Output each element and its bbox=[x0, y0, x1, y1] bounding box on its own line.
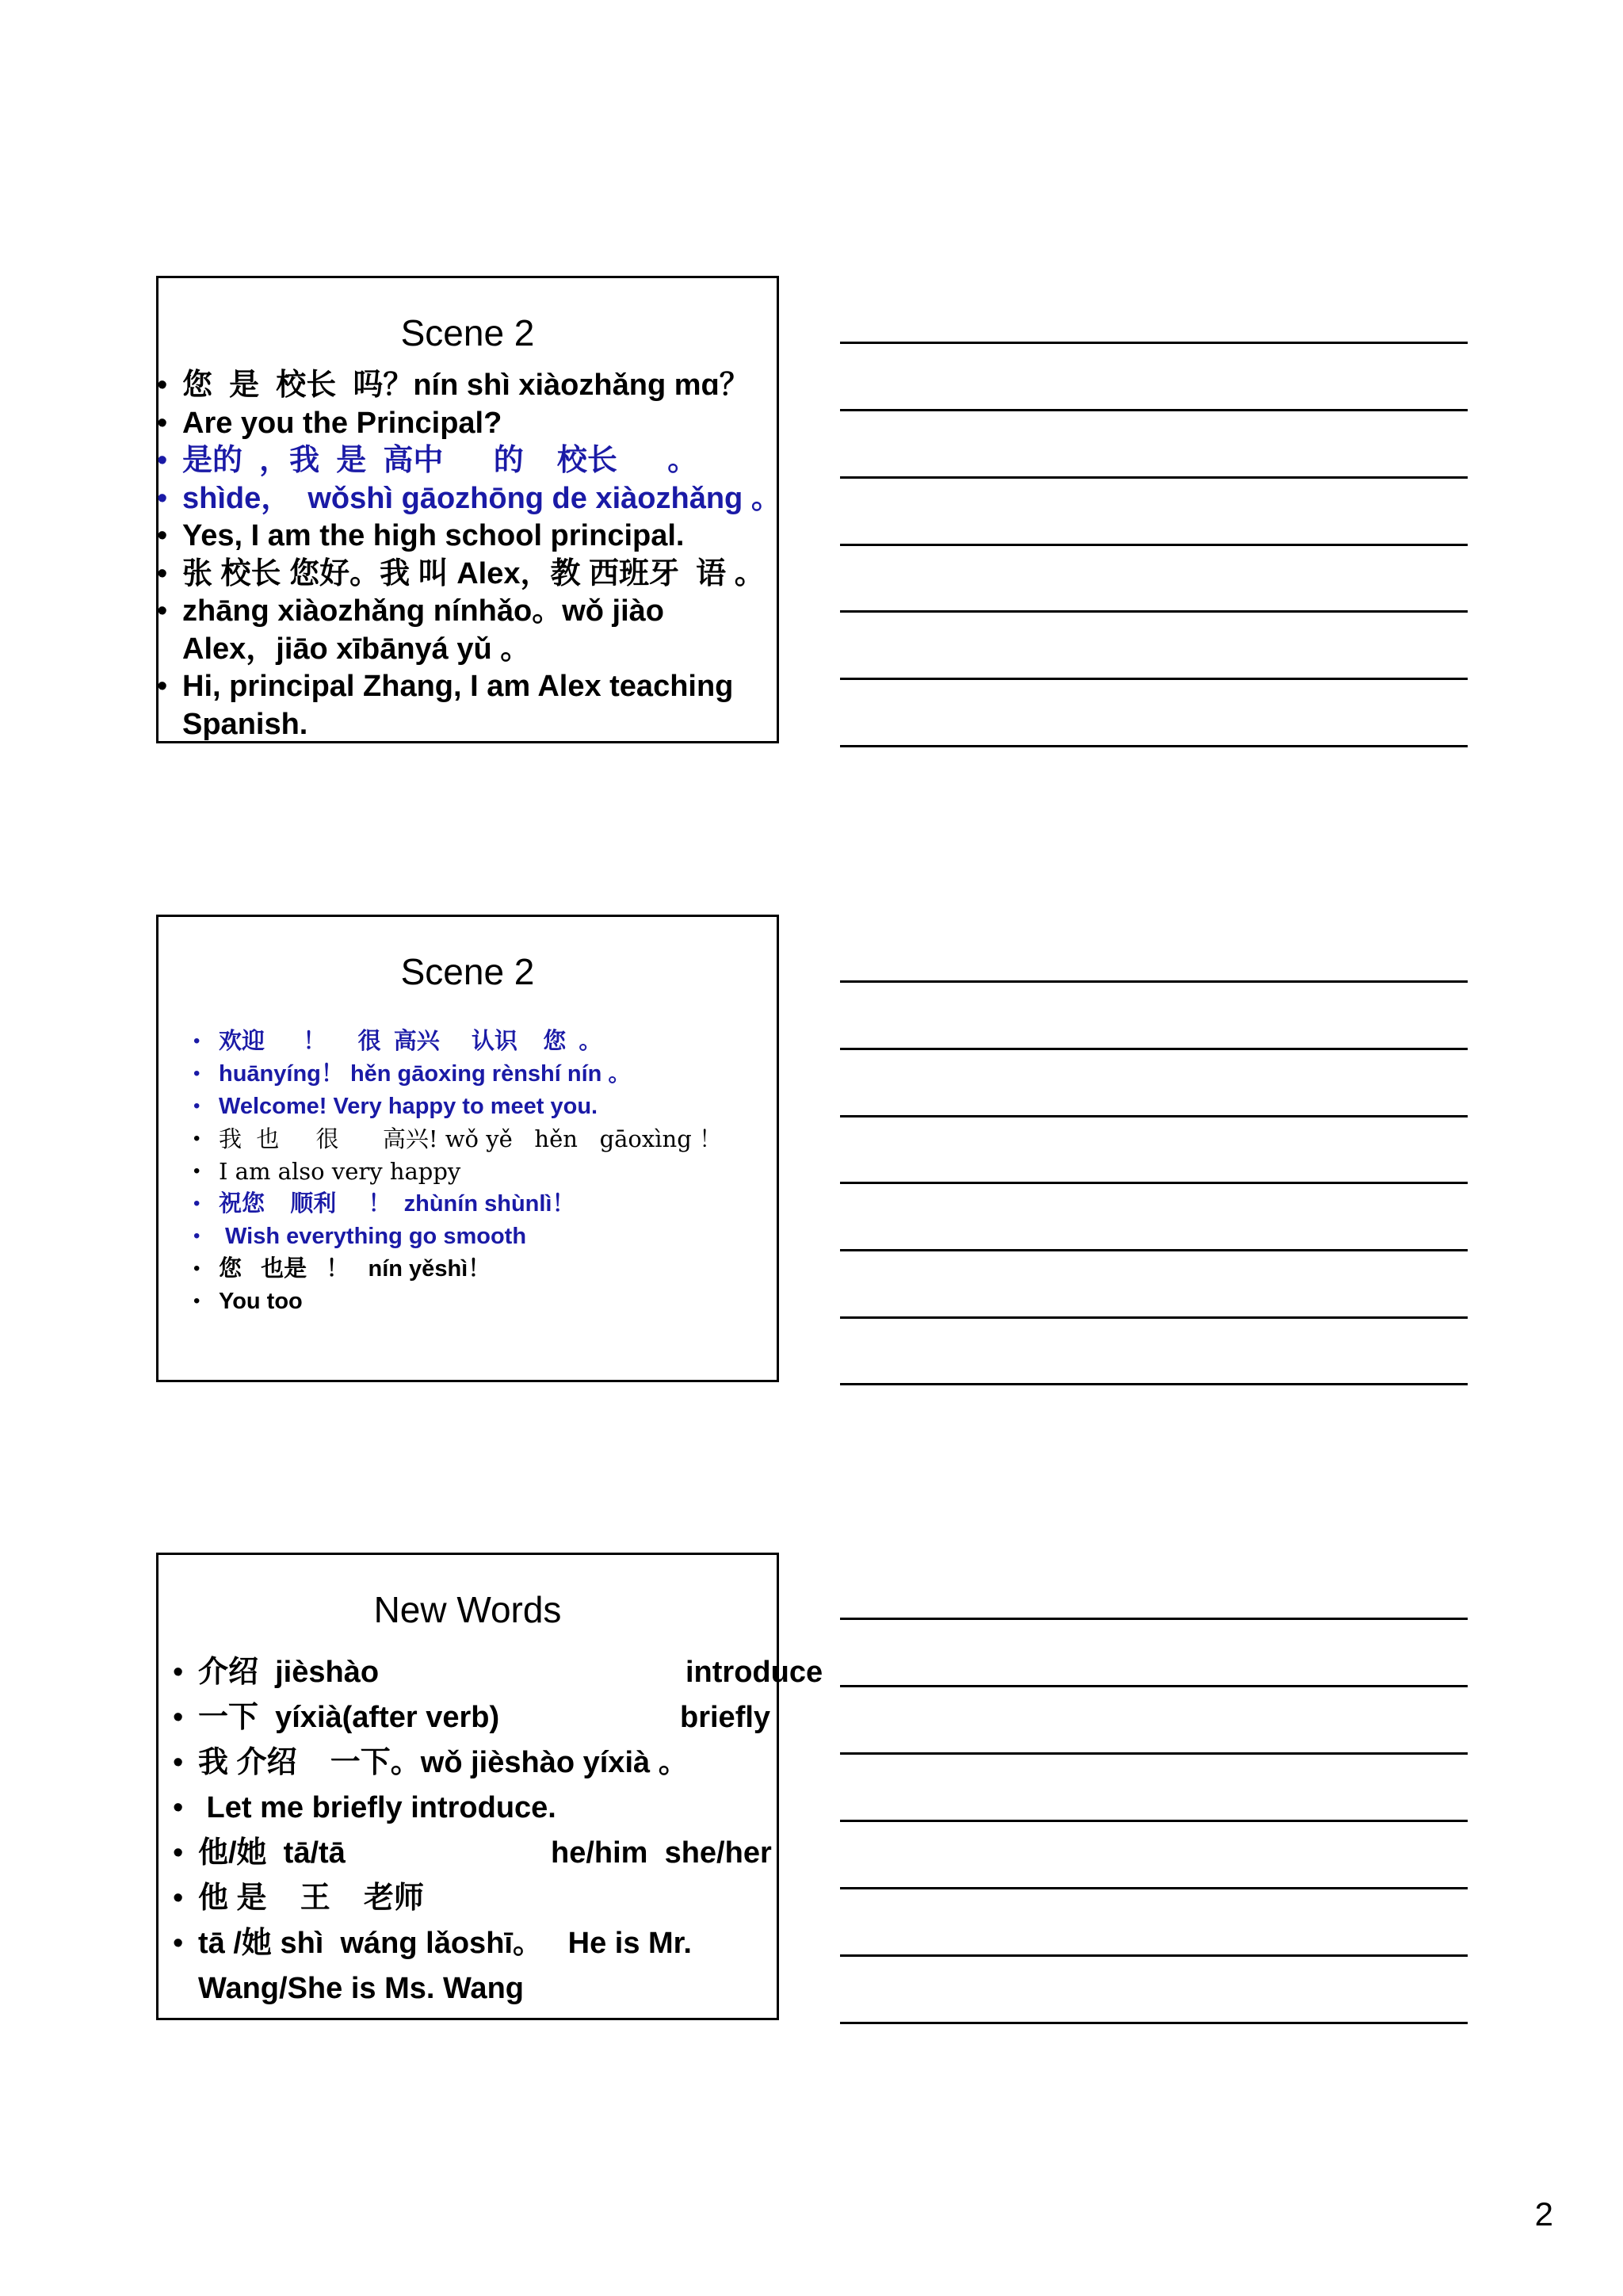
note-line bbox=[840, 1182, 1468, 1184]
note-line bbox=[840, 1383, 1468, 1385]
note-line bbox=[840, 2022, 1468, 2024]
note-line bbox=[840, 1752, 1468, 1755]
note-line bbox=[840, 409, 1468, 411]
list-item: • Let me briefly introduce. bbox=[173, 1791, 556, 1824]
list-item: • I am also very happy bbox=[193, 1158, 461, 1185]
list-item: • 您 是 校长 吗？nín shì xiàozhǎng mɑ？ bbox=[157, 369, 750, 402]
list-item-continuation: Alex，jiāo xībānyá yǔ 。 bbox=[182, 632, 531, 666]
note-line bbox=[840, 980, 1468, 983]
note-line bbox=[840, 1820, 1468, 1822]
list-item: • Are you the Principal? bbox=[157, 406, 502, 440]
slide-scene-2-b bbox=[156, 915, 779, 1382]
note-line bbox=[840, 1048, 1468, 1050]
slide-title: New Words bbox=[373, 1589, 562, 1630]
list-item: • Welcome! Very happy to meet you. bbox=[193, 1094, 598, 1119]
list-item: • 祝您 顺利 ！ zhùnín shùnlì！ bbox=[193, 1191, 575, 1217]
list-item: • 是的 ，我 是 高中 的 校长 。 bbox=[157, 444, 698, 477]
note-line bbox=[840, 678, 1468, 680]
slide-new-words bbox=[156, 1553, 823, 2020]
note-line bbox=[840, 1685, 1468, 1687]
note-line bbox=[840, 1115, 1468, 1117]
list-item: • Wish everything go smooth bbox=[193, 1224, 527, 1249]
slide-scene-2-a bbox=[156, 276, 779, 743]
list-item: • tā /她 shì wáng lǎoshī。 He is Mr. bbox=[173, 1927, 692, 1960]
list-item: • Hi, principal Zhang, I am Alex teaching bbox=[157, 670, 734, 703]
note-line bbox=[840, 1249, 1468, 1251]
slide-title: Scene 2 bbox=[400, 312, 535, 353]
note-line bbox=[840, 1954, 1468, 1957]
list-item: • zhāng xiàozhǎng nínhǎo。wǒ jiào bbox=[157, 594, 665, 628]
slide-bullet-list bbox=[158, 1026, 777, 1319]
list-item: • 张 校长 您好。我 叫 Alex，教 西班牙 语 。 bbox=[157, 556, 765, 590]
note-line bbox=[840, 342, 1468, 344]
translation: introduce bbox=[685, 1656, 823, 1689]
slide-title: Scene 2 bbox=[400, 951, 535, 992]
list-item: • Yes, I am the high school principal. bbox=[157, 519, 685, 552]
list-item-continuation: Spanish. bbox=[182, 707, 308, 741]
page-number: 2 bbox=[1534, 2195, 1553, 2233]
note-line bbox=[840, 1618, 1468, 1620]
list-item: • 欢迎 ！ 很 高兴 认识 您 。 bbox=[193, 1029, 602, 1054]
slide-bullet-list bbox=[157, 367, 781, 743]
translation: briefly bbox=[680, 1701, 771, 1734]
note-line bbox=[840, 745, 1468, 747]
slide-bullet-list bbox=[158, 1653, 823, 2015]
list-item: • 我 介绍 一下。wǒ jièshào yíxià 。 bbox=[173, 1746, 689, 1779]
list-item: • shìde， wǒshì gāozhōng de xiàozhǎng 。 bbox=[157, 481, 781, 515]
list-item: • You too bbox=[193, 1289, 303, 1314]
list-item: • 您 也是 ！ nín yěshì！ bbox=[193, 1256, 491, 1282]
list-item: • 他/她 tā/tā he/him she/her bbox=[158, 1834, 777, 1879]
list-item: • huānyíng！ hěn gāoxing rènshí nín 。 bbox=[193, 1061, 632, 1087]
list-item-continuation: Wang/She is Ms. Wang bbox=[198, 1972, 524, 2005]
note-line bbox=[840, 476, 1468, 479]
note-line bbox=[840, 1887, 1468, 1889]
list-item: • 他 是 王 老师 bbox=[173, 1881, 425, 1915]
note-line bbox=[840, 1316, 1468, 1319]
list-item: • 我 也 很 高兴! wǒ yě hěn gāoxìng ！ bbox=[193, 1125, 722, 1152]
list-item: • 一下 yíxià(after verb) briefly bbox=[158, 1698, 777, 1744]
note-line bbox=[840, 610, 1468, 613]
translation: he/him she/her bbox=[551, 1836, 772, 1870]
note-line bbox=[840, 544, 1468, 546]
list-item: • 介绍 jièshào introduce bbox=[158, 1653, 777, 1698]
